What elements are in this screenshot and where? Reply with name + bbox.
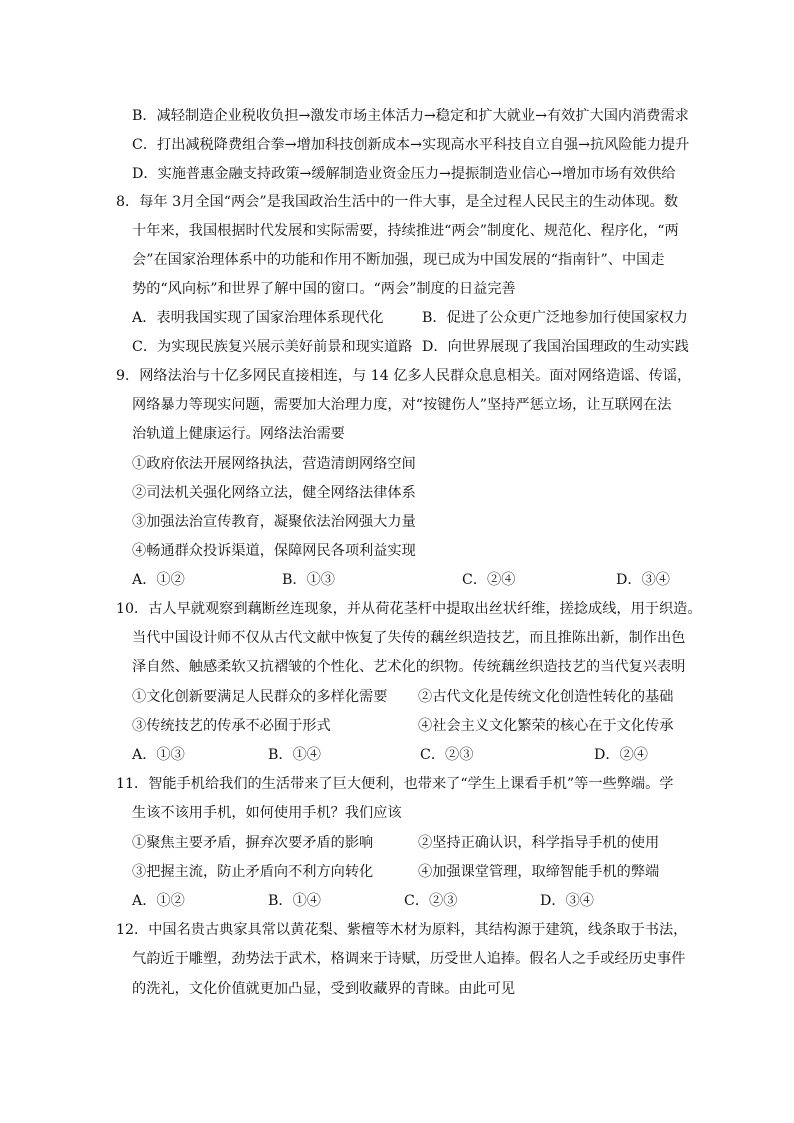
- q7-option-b: B．减轻制造企业税收负担→激发市场主体活力→稳定和扩大就业→有效扩大国内消费需求: [132, 108, 689, 124]
- q9-item: ①政府依法开展网络执法，营造清朗网络空间: [132, 456, 416, 472]
- q11-item: ①聚焦主要矛盾，摒弃次要矛盾的影响: [132, 835, 374, 851]
- q7-option-d: D．实施普惠金融支持政策→缓解制造业资金压力→提振制造业信心→增加市场有效供给: [132, 166, 676, 182]
- q11-stem-line: 11．智能手机给我们的生活带来了巨大便利，也带来了“学生上课看手机”等一些弊端。学: [116, 776, 674, 792]
- q8-stem-line: 8．每年 3月全国“两会”是我国政治生活中的一件大事，是全过程人民民主的生动体现。数: [116, 194, 679, 210]
- q9-item: ③加强法治宣传教育，凝聚依法治网强大力量: [132, 514, 416, 530]
- q7-option-c: C．打出减税降费组合拳→增加科技创新成本→实现高水平科技自立自强→抗风险能力提升: [132, 137, 690, 153]
- q8-option-b: B．促进了公众更广泛地参加行使国家权力: [422, 310, 688, 326]
- q9-answer-c: C．②④: [462, 572, 516, 588]
- q10-stem-line: 泽自然、触感柔软又抗褶皱的个性化、艺术化的织物。传统藕丝织造技艺的当代复兴表明: [132, 659, 686, 675]
- q11-stem-line: 生该不该用手机，如何使用手机？我们应该: [132, 805, 402, 821]
- q9-item: ②司法机关强化网络立法，健全网络法律体系: [132, 485, 416, 501]
- q11-answer-c: C．②③: [404, 893, 458, 909]
- q10-stem-line: 当代中国设计师不仅从古代文献中恢复了失传的藕丝织造技艺，而且推陈出新，制作出色: [132, 630, 686, 646]
- q10-answer-d: D．②④: [594, 747, 648, 763]
- q12-stem-line: 的洗礼，文化价值就更加凸显，受到收藏界的青睐。由此可见: [132, 981, 516, 997]
- q10-answer-b: B．①④: [268, 747, 321, 763]
- q8-stem-line: 十年来，我国根据时代发展和实际需要，持续推进“两会”制度化、规范化、程序化，“两: [132, 223, 679, 239]
- q12-stem-line: 12．中国名贵古典家具常以黄花梨、紫檀等木材为原料，其结构源于建筑，线条取于书法，: [116, 922, 688, 938]
- q10-answer-c: C．②③: [420, 747, 474, 763]
- q9-stem-line: 9．网络法治与十亿多网民直接相连，与 14 亿多人民群众息息相关。面对网络造谣、传谣，: [116, 368, 692, 384]
- q10-item: ③传统技艺的传承不必囿于形式: [132, 718, 331, 734]
- q11-item: ②坚持正确认识，科学指导手机的使用: [418, 835, 660, 851]
- q10-item: ④社会主义文化繁荣的核心在于文化传承: [418, 718, 674, 734]
- q10-answer-a: A．①③: [132, 747, 185, 763]
- q9-stem-line: 治轨道上健康运行。网络法治需要: [132, 426, 345, 442]
- q12-stem-line: 气韵近于雕塑，劲势法于武术，格调来于诗赋，历受世人追捧。假名人之手或经历史事件: [132, 951, 686, 967]
- q11-answer-b: B．①④: [268, 893, 321, 909]
- q10-stem-line: 10．古人早就观察到藕断丝连现象，并从荷花茎杆中提取出丝状纤维，搓捻成线，用于织造。: [116, 601, 702, 617]
- q8-stem-line: 势的“风向标”和世界了解中国的窗口。“两会”制度的日益完善: [132, 281, 516, 297]
- q10-item: ①文化创新要满足人民群众的多样化需要: [132, 689, 388, 705]
- q11-answer-d: D．③④: [540, 893, 594, 909]
- q8-option-d: D．向世界展现了我国治国理政的生动实践: [422, 339, 689, 355]
- q9-answer-d: D．③④: [616, 572, 670, 588]
- q11-item: ④加强课堂管理，取缔智能手机的弊端: [418, 864, 660, 880]
- q9-item: ④畅通群众投诉渠道，保障网民各项利益实现: [132, 543, 416, 559]
- q8-option-c: C．为实现民族复兴展示美好前景和现实道路: [132, 339, 413, 355]
- q9-answer-a: A．①②: [132, 572, 185, 588]
- q9-stem-line: 网络暴力等现实问题，需要加大治理力度，对“按键伤人”坚持严惩立场，让互联网在法: [132, 397, 672, 413]
- q10-item: ②古代文化是传统文化创造性转化的基础: [418, 689, 674, 705]
- q8-stem-line: 会”在国家治理体系中的功能和作用不断加强，现已成为中国发展的“指南针”、中国走: [132, 252, 665, 268]
- q11-answer-a: A．①②: [132, 893, 185, 909]
- q8-option-a: A．表明我国实现了国家治理体系现代化: [132, 310, 384, 326]
- q11-item: ③把握主流，防止矛盾向不利方向转化: [132, 864, 374, 880]
- q9-answer-b: B．①③: [282, 572, 335, 588]
